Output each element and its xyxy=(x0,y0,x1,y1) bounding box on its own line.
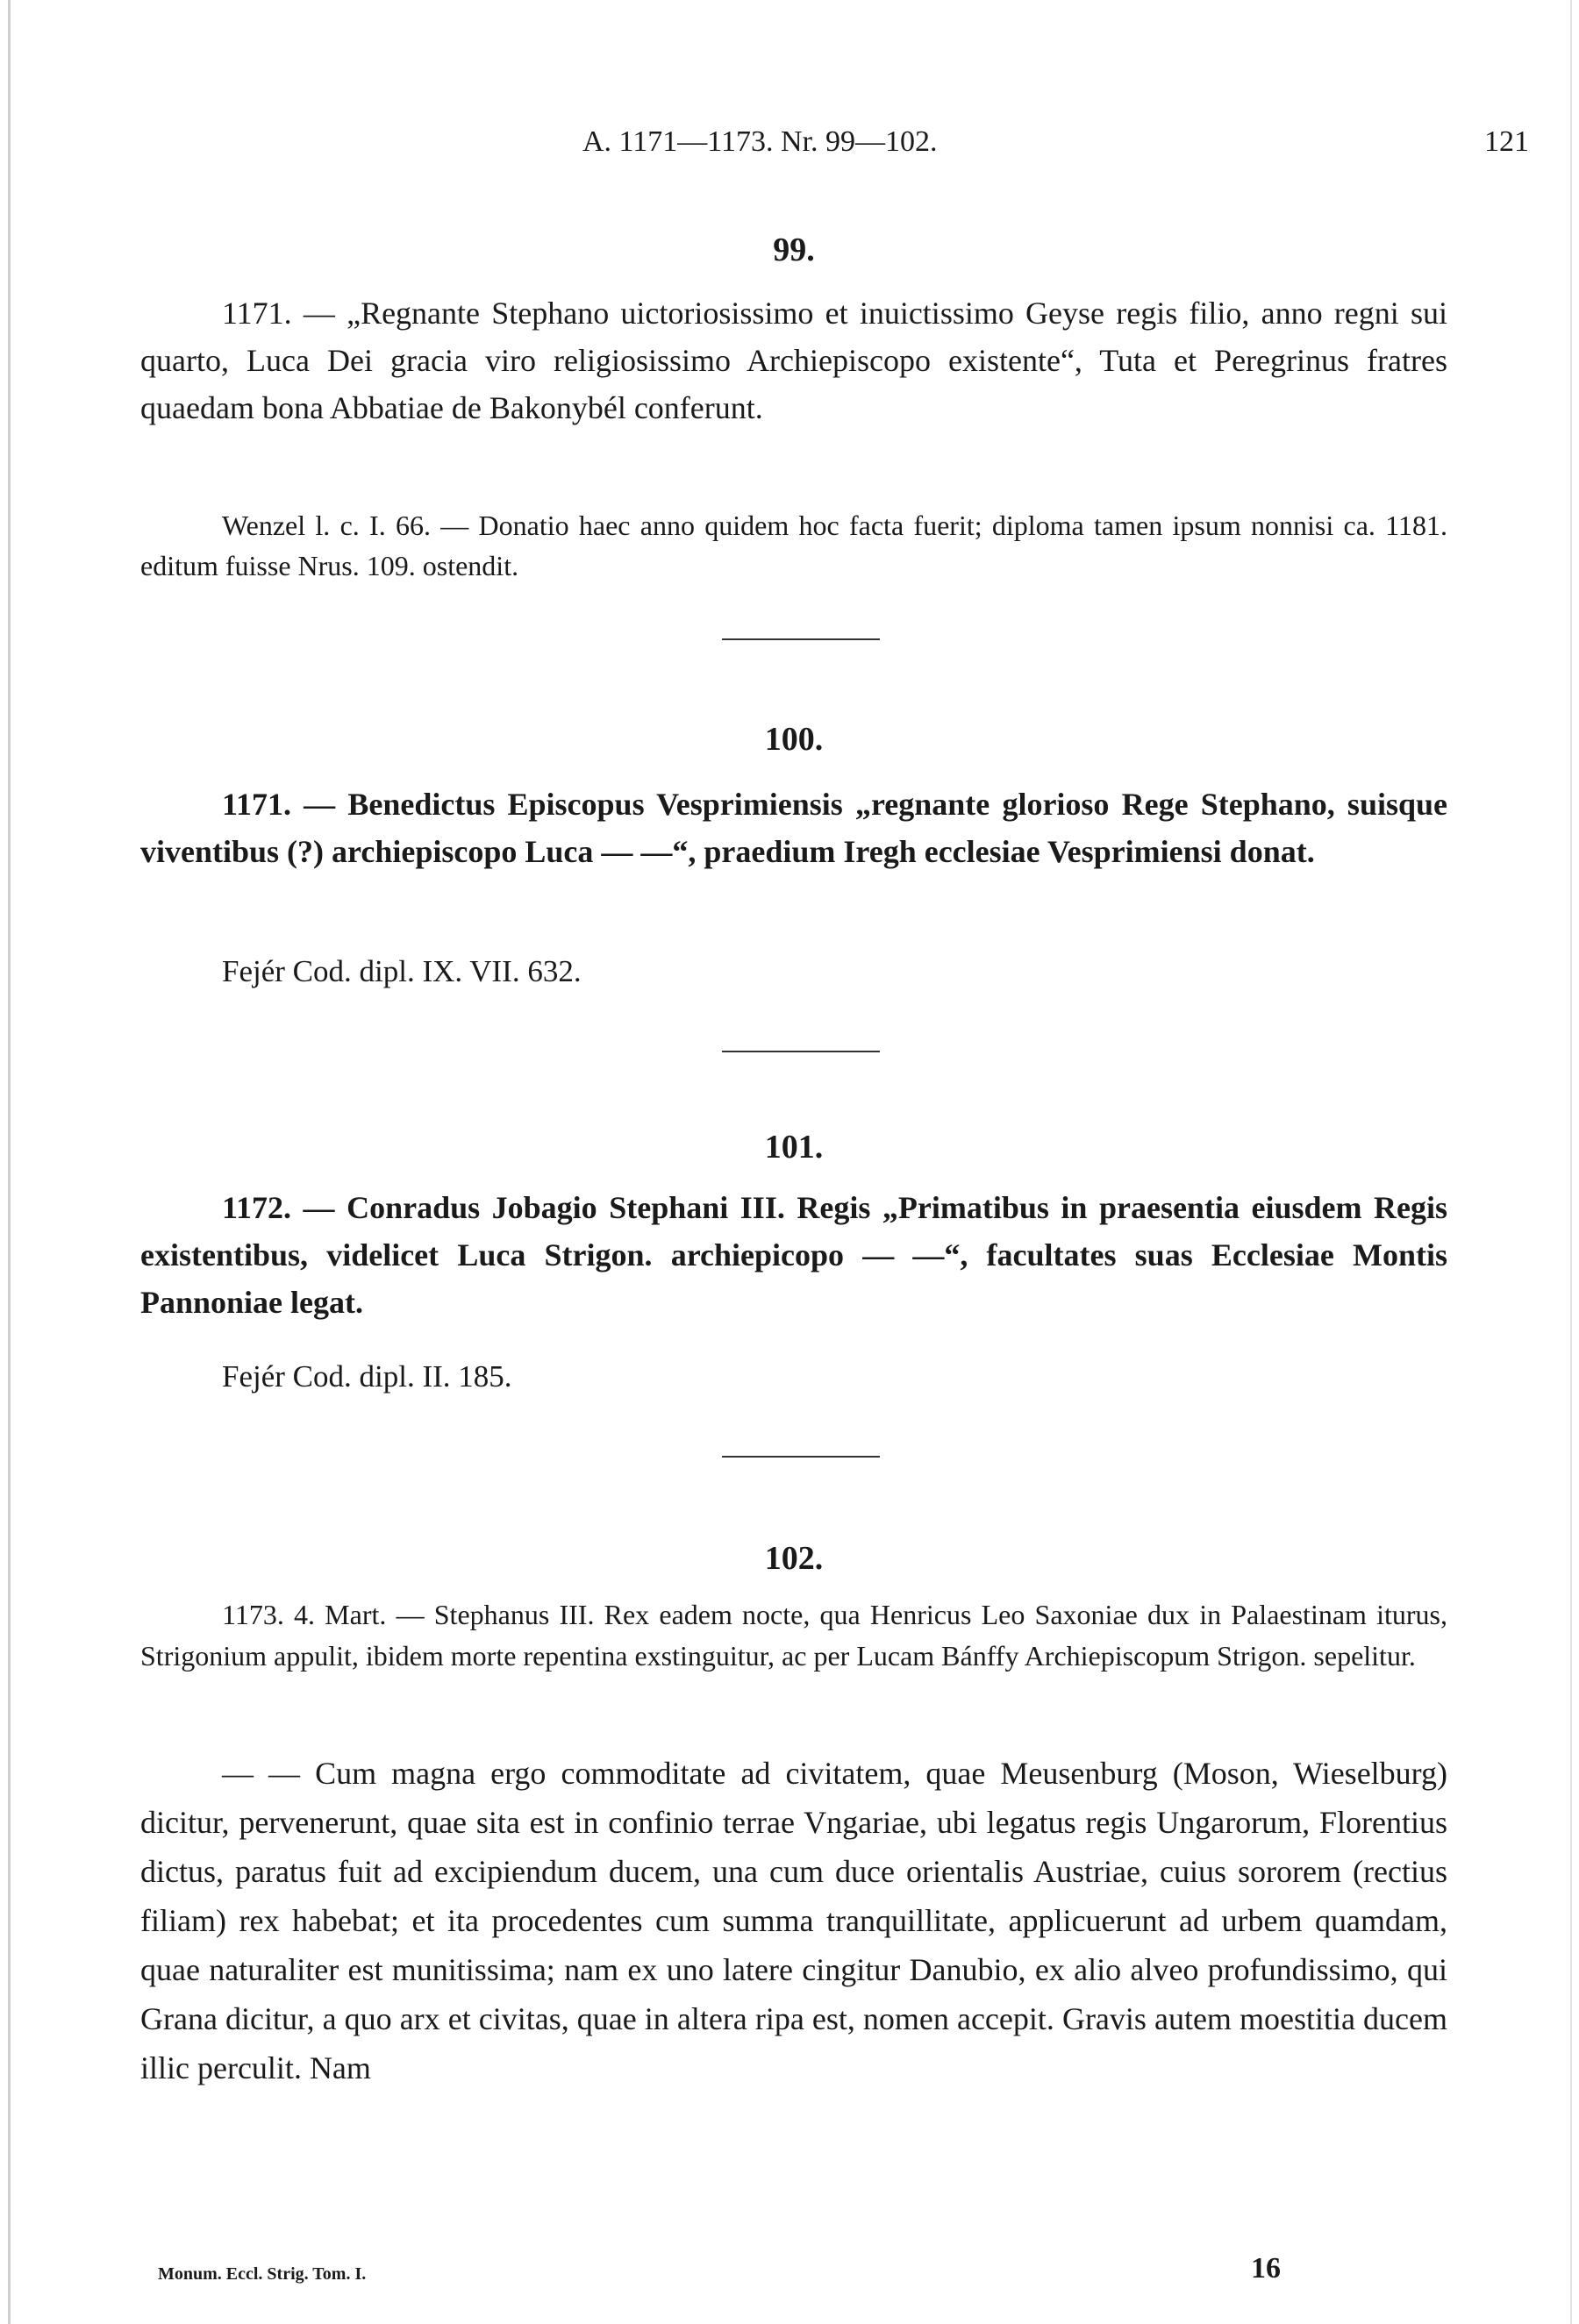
footer-signature: 16 xyxy=(1251,2252,1281,2285)
entry-100-source-block xyxy=(140,954,1447,989)
divider xyxy=(722,1456,880,1458)
entry-102 xyxy=(140,1594,1447,1677)
divider xyxy=(722,1051,880,1052)
page-edge xyxy=(1570,0,1572,2324)
entry-101-number: 101. xyxy=(764,1129,824,1166)
entry-100 xyxy=(140,781,1447,875)
entry-102-quote: — — Cum magna ergo commoditate ad civitatem, quae Meusenburg (Moson, Wieselburg) dicitur, pervenerunt, quae sita est in confinio terrae Vngariae, ubi legatus regis Ungarorum, Florentius dictus, paratus fuit ad excipiendum ducem, una cum duce orientalis Austriae, cuius sororem (rectius filiam) rex habebat; et ita procedentes cum summa tranquillitate, applicuerunt ad urbem quamdam, quae naturaliter est munitissima; nam ex uno latere cingitur Danubio, ex alio alveo profundissimo, qui Grana dicitur, a quo arx et civitas, quae in altera ripa est, nomen accepit. Gravis autem moestitia ducem illic perculit. Nam xyxy=(140,1756,1447,2085)
footer-series: Monum. Eccl. Strig. Tom. I. xyxy=(158,2264,367,2284)
entry-99-text: 1171. — „Regnante Stephano uictoriosissimo et inuictissimo Geyse regis filio, anno regni sui quarto, Luca Dei gracia viro religiosissimo Archiepiscopo existente“, Tuta et Peregrinus fratres quaedam bona Abbatiae de Bakonybél conferunt. xyxy=(140,296,1447,425)
entry-99-source-block xyxy=(140,505,1447,586)
entry-99-source: Wenzel l. c. I. 66. — Donatio haec anno quidem hoc facta fuerit; diploma tamen ipsum nonnisi ca. 1181. editum fuisse Nrus. 109. ostendit. xyxy=(140,510,1447,581)
binding-edge xyxy=(8,0,11,2324)
page-number: 121 xyxy=(1484,125,1529,158)
entry-101 xyxy=(140,1184,1447,1326)
entry-100-number: 100. xyxy=(764,721,824,758)
entry-102-number: 102. xyxy=(764,1540,824,1577)
entry-100-text: 1171. — Benedictus Episcopus Vesprimiensis „regnante glorioso Rege Stephano, suisque viventibus (?) archiepiscopo Luca — —“, praedium Iregh ecclesiae Vesprimiensi donat. xyxy=(140,787,1447,869)
entry-102-text: 1173. 4. Mart. — Stephanus III. Rex eadem nocte, qua Henricus Leo Saxoniae dux in Palaestinam iturus, Strigonium appulit, ibidem morte repentina exstinguitur, ac per Lucam Bánffy Archiepiscopum Strigon. sepelitur. xyxy=(140,1599,1447,1672)
divider xyxy=(722,638,880,640)
entry-101-source: Fejér Cod. dipl. II. 185. xyxy=(222,1359,512,1394)
running-header: A. 1171—1173. Nr. 99—102. xyxy=(582,125,938,158)
entry-99-number: 99. xyxy=(773,232,815,268)
entry-101-text: 1172. — Conradus Jobagio Stephani III. Regis „Primatibus in praesentia eiusdem Regis existentibus, videlicet Luca Strigon. archiepicopo — —“, facultates suas Ecclesiae Montis Pannoniae legat. xyxy=(140,1190,1447,1320)
entry-101-source-block xyxy=(140,1359,1447,1394)
entry-100-source: Fejér Cod. dipl. IX. VII. 632. xyxy=(222,954,582,988)
entry-99 xyxy=(140,289,1447,431)
entry-102-quote-block xyxy=(140,1749,1447,2092)
